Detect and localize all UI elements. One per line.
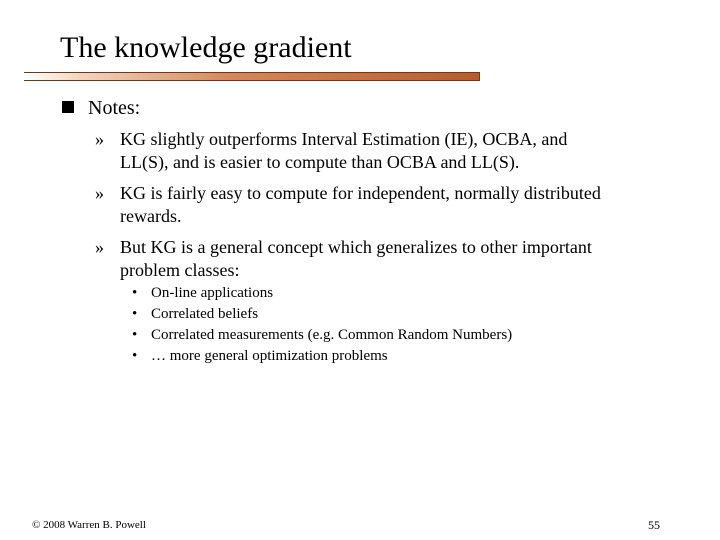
note-point-1-line-1: KG slightly outperforms Interval Estimation (IE), OCBA, and	[120, 129, 568, 149]
sub-item-4-label: … more general optimization problems	[151, 348, 388, 364]
page-number: 55	[648, 518, 660, 532]
sub-item-1-label: On-line applications	[151, 285, 274, 301]
dot-bullet-icon: •	[132, 285, 138, 301]
note-point-2-line-2: rewards.	[120, 206, 182, 226]
square-bullet-icon	[62, 101, 74, 113]
chevron-bullet-icon: »	[95, 129, 104, 149]
title-underline-bar	[24, 72, 480, 81]
dot-bullet-icon: •	[132, 348, 138, 364]
chevron-bullet-icon: »	[95, 237, 104, 257]
note-point-3-line-1: But KG is a general concept which generalizes to other important	[120, 237, 592, 257]
slide-title: The knowledge gradient	[60, 31, 352, 64]
dot-bullet-icon: •	[132, 306, 138, 322]
footer-copyright: © 2008 Warren B. Powell	[32, 519, 146, 531]
chevron-bullet-icon: »	[95, 183, 104, 203]
note-point-3-line-2: problem classes:	[120, 260, 240, 280]
sub-item-2-label: Correlated beliefs	[151, 306, 259, 322]
sub-item-3-label: Correlated measurements (e.g. Common Random Numbers)	[151, 327, 513, 343]
note-point-1-line-2: LL(S), and is easier to compute than OCBA and LL(S).	[120, 152, 520, 172]
notes-heading-label: Notes:	[88, 97, 141, 119]
dot-bullet-icon: •	[132, 327, 138, 343]
note-point-2-line-1: KG is fairly easy to compute for independent, normally distributed	[120, 183, 601, 203]
